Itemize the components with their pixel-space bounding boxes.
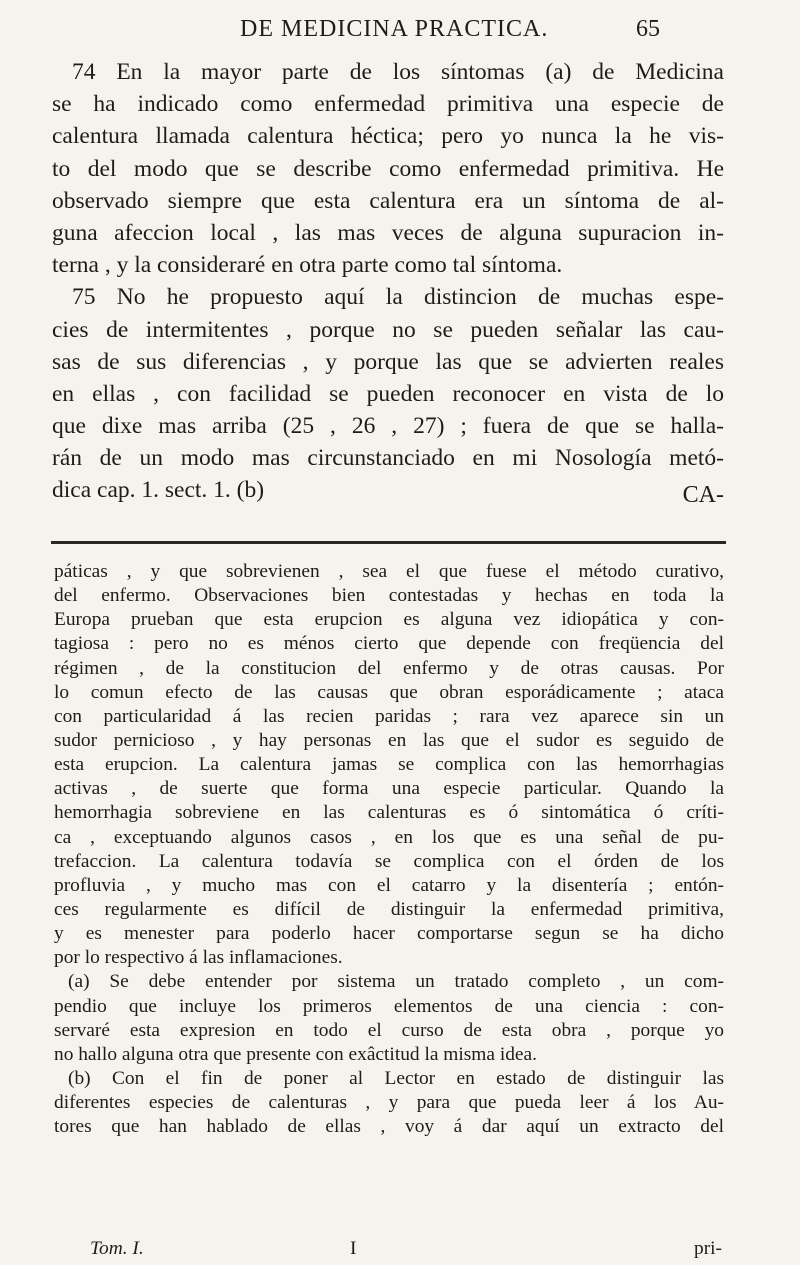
note-line: diferentes especies de calenturas , y para que pueda leer á los Au- (54, 1092, 724, 1114)
main-line: se ha indicado como enfermedad primitiva una especie de (52, 91, 724, 118)
note-line: pendio que incluye los primeros elementos de una ciencia : con- (54, 995, 724, 1017)
main-line: 74 En la mayor parte de los síntomas (a) de Medicina (72, 59, 724, 85)
main-line: dica cap. 1. sect. 1. (b) (52, 477, 265, 504)
note-line: sudor pernicioso , y hay personas en las que el sudor es seguido de (54, 729, 724, 751)
signature-mark: Tom. I. (90, 1238, 144, 1259)
main-line: to del modo que se describe como enfermedad primitiva. He (52, 155, 724, 182)
note-line: hemorrhagia sobreviene en las calenturas es ó sintomática ó críti- (54, 802, 724, 824)
note-line: lo comun efecto de las causas que obran esporádicamente ; ataca (54, 681, 724, 703)
main-line: observado siempre que esta calentura era un síntoma de al- (52, 187, 724, 214)
note-line: tores que han hablado de ellas , voy á dar aquí un extracto del (54, 1116, 724, 1138)
page-number: 65 (636, 16, 660, 42)
main-line: que dixe mas arriba (25 , 26 , 27) ; fuera de que se halla- (52, 413, 724, 440)
main-line: cies de intermitentes , porque no se pueden señalar las cau- (52, 316, 724, 343)
gathering-mark: I (350, 1238, 357, 1259)
note-line: esta erupcion. La calentura jamas se complica con las hemorrhagias (54, 754, 724, 776)
running-header (240, 4, 660, 50)
footnotes-block (54, 560, 724, 1139)
note-line: por lo respectivo á las inflamaciones. (54, 947, 343, 969)
note-line: (b) Con el fin de poner al Lector en estado de distinguir las (68, 1067, 724, 1089)
note-line: régimen , de la constitucion del enfermo y de otras causas. Por (54, 657, 724, 679)
footer-catchword: pri- (694, 1238, 722, 1259)
note-line: trefaccion. La calentura todavía se complica con el órden de los (54, 850, 724, 872)
catchword: CA- (682, 482, 724, 508)
note-line: y es menester para poderlo hacer comportarse segun se ha dicho (54, 923, 724, 945)
note-line: profluvia , y mucho mas con el catarro y la disentería ; entón- (54, 874, 724, 896)
main-line: terna , y la consideraré en otra parte como tal síntoma. (52, 252, 563, 279)
main-line: calentura llamada calentura héctica; pero yo nunca la he vis- (52, 123, 724, 150)
main-line: 75 No he propuesto aquí la distincion de muchas espe- (72, 284, 724, 311)
note-line: del enfermo. Observaciones bien contestadas y hechas en toda la (54, 585, 724, 607)
note-line: no hallo alguna otra que presente con exâctitud la misma idea. (54, 1043, 537, 1065)
main-text-block (52, 56, 724, 507)
note-line: páticas , y que sobrevienen , sea el que fuese el método curativo, (54, 561, 724, 582)
page-footer (90, 1238, 722, 1264)
note-line: (a) Se debe entender por sistema un tratado completo , un com- (68, 971, 724, 993)
section-divider (51, 541, 726, 544)
note-line: ca , exceptuando algunos casos , en los que es una señal de pu- (54, 826, 724, 848)
running-title: DE MEDICINA PRACTICA. (240, 16, 549, 42)
main-line: rán de un modo mas circunstanciado en mi Nosología metó- (52, 445, 724, 472)
note-line: servaré esta expresion en todo el curso de esta obra , porque yo (54, 1019, 724, 1041)
note-line: con particularidad á las recien paridas ; rara vez aparece sin un (54, 705, 724, 727)
note-line: Europa prueban que esta erupcion es alguna vez idiopática y con- (54, 609, 724, 631)
main-line: sas de sus diferencias , y porque las que se advierten reales (52, 348, 724, 375)
main-line: en ellas , con facilidad se pueden reconocer en vista de lo (52, 380, 724, 407)
note-line: activas , de suerte que forma una especie particular. Quando la (54, 778, 724, 800)
note-line: tagiosa : pero no es ménos cierto que depende con freqüencia del (54, 633, 724, 655)
note-line: ces regularmente es difícil de distinguir la enfermedad primitiva, (54, 898, 724, 920)
main-line: guna afeccion local , las mas veces de alguna supuracion in- (52, 219, 724, 246)
